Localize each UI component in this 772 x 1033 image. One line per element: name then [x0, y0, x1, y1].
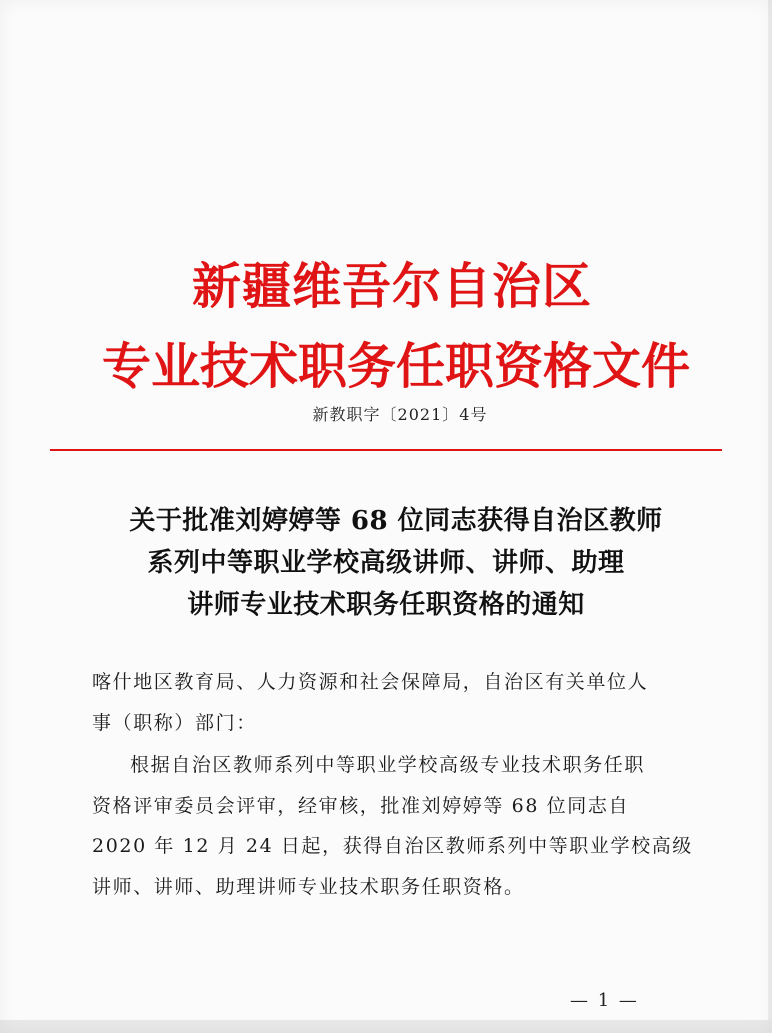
body-paragraph-line-1: 根据自治区教师系列中等职业学校高级专业技术职务任职: [130, 754, 646, 776]
notice-title-line-3: 讲师专业技术职务任职资格的通知: [187, 590, 585, 620]
body-paragraph-line-4: 讲师、讲师、助理讲师专业技术职务任职资格。: [92, 876, 525, 898]
issuer-header-line-2: 专业技术职务任职资格文件: [101, 338, 690, 395]
issuer-header-line-1: 新疆维吾尔自治区: [191, 258, 592, 315]
red-divider-line: [50, 449, 722, 451]
body-paragraph-line-2: 资格评审委员会评审，经审核，批准刘婷婷等 68 位同志自: [92, 795, 630, 817]
body-paragraph-line-3: 2020 年 12 月 24 日起，获得自治区教师系列中等职业学校高级: [92, 835, 693, 857]
document-number: 新教职字〔2021〕4号: [312, 405, 488, 424]
scan-right-edge: [768, 0, 772, 1033]
scan-bottom-edge: [0, 1020, 772, 1033]
addressee-line-1: 喀什地区教育局、人力资源和社会保障局，自治区有关单位人: [92, 671, 649, 693]
notice-title-line-1: 关于批准刘婷婷等 68 位同志获得自治区教师: [129, 506, 663, 536]
page-number: — 1 —: [570, 990, 639, 1011]
notice-title-line-2: 系列中等职业学校高级讲师、讲师、助理: [147, 548, 625, 578]
addressee-line-2: 事（职称）部门：: [92, 712, 257, 734]
